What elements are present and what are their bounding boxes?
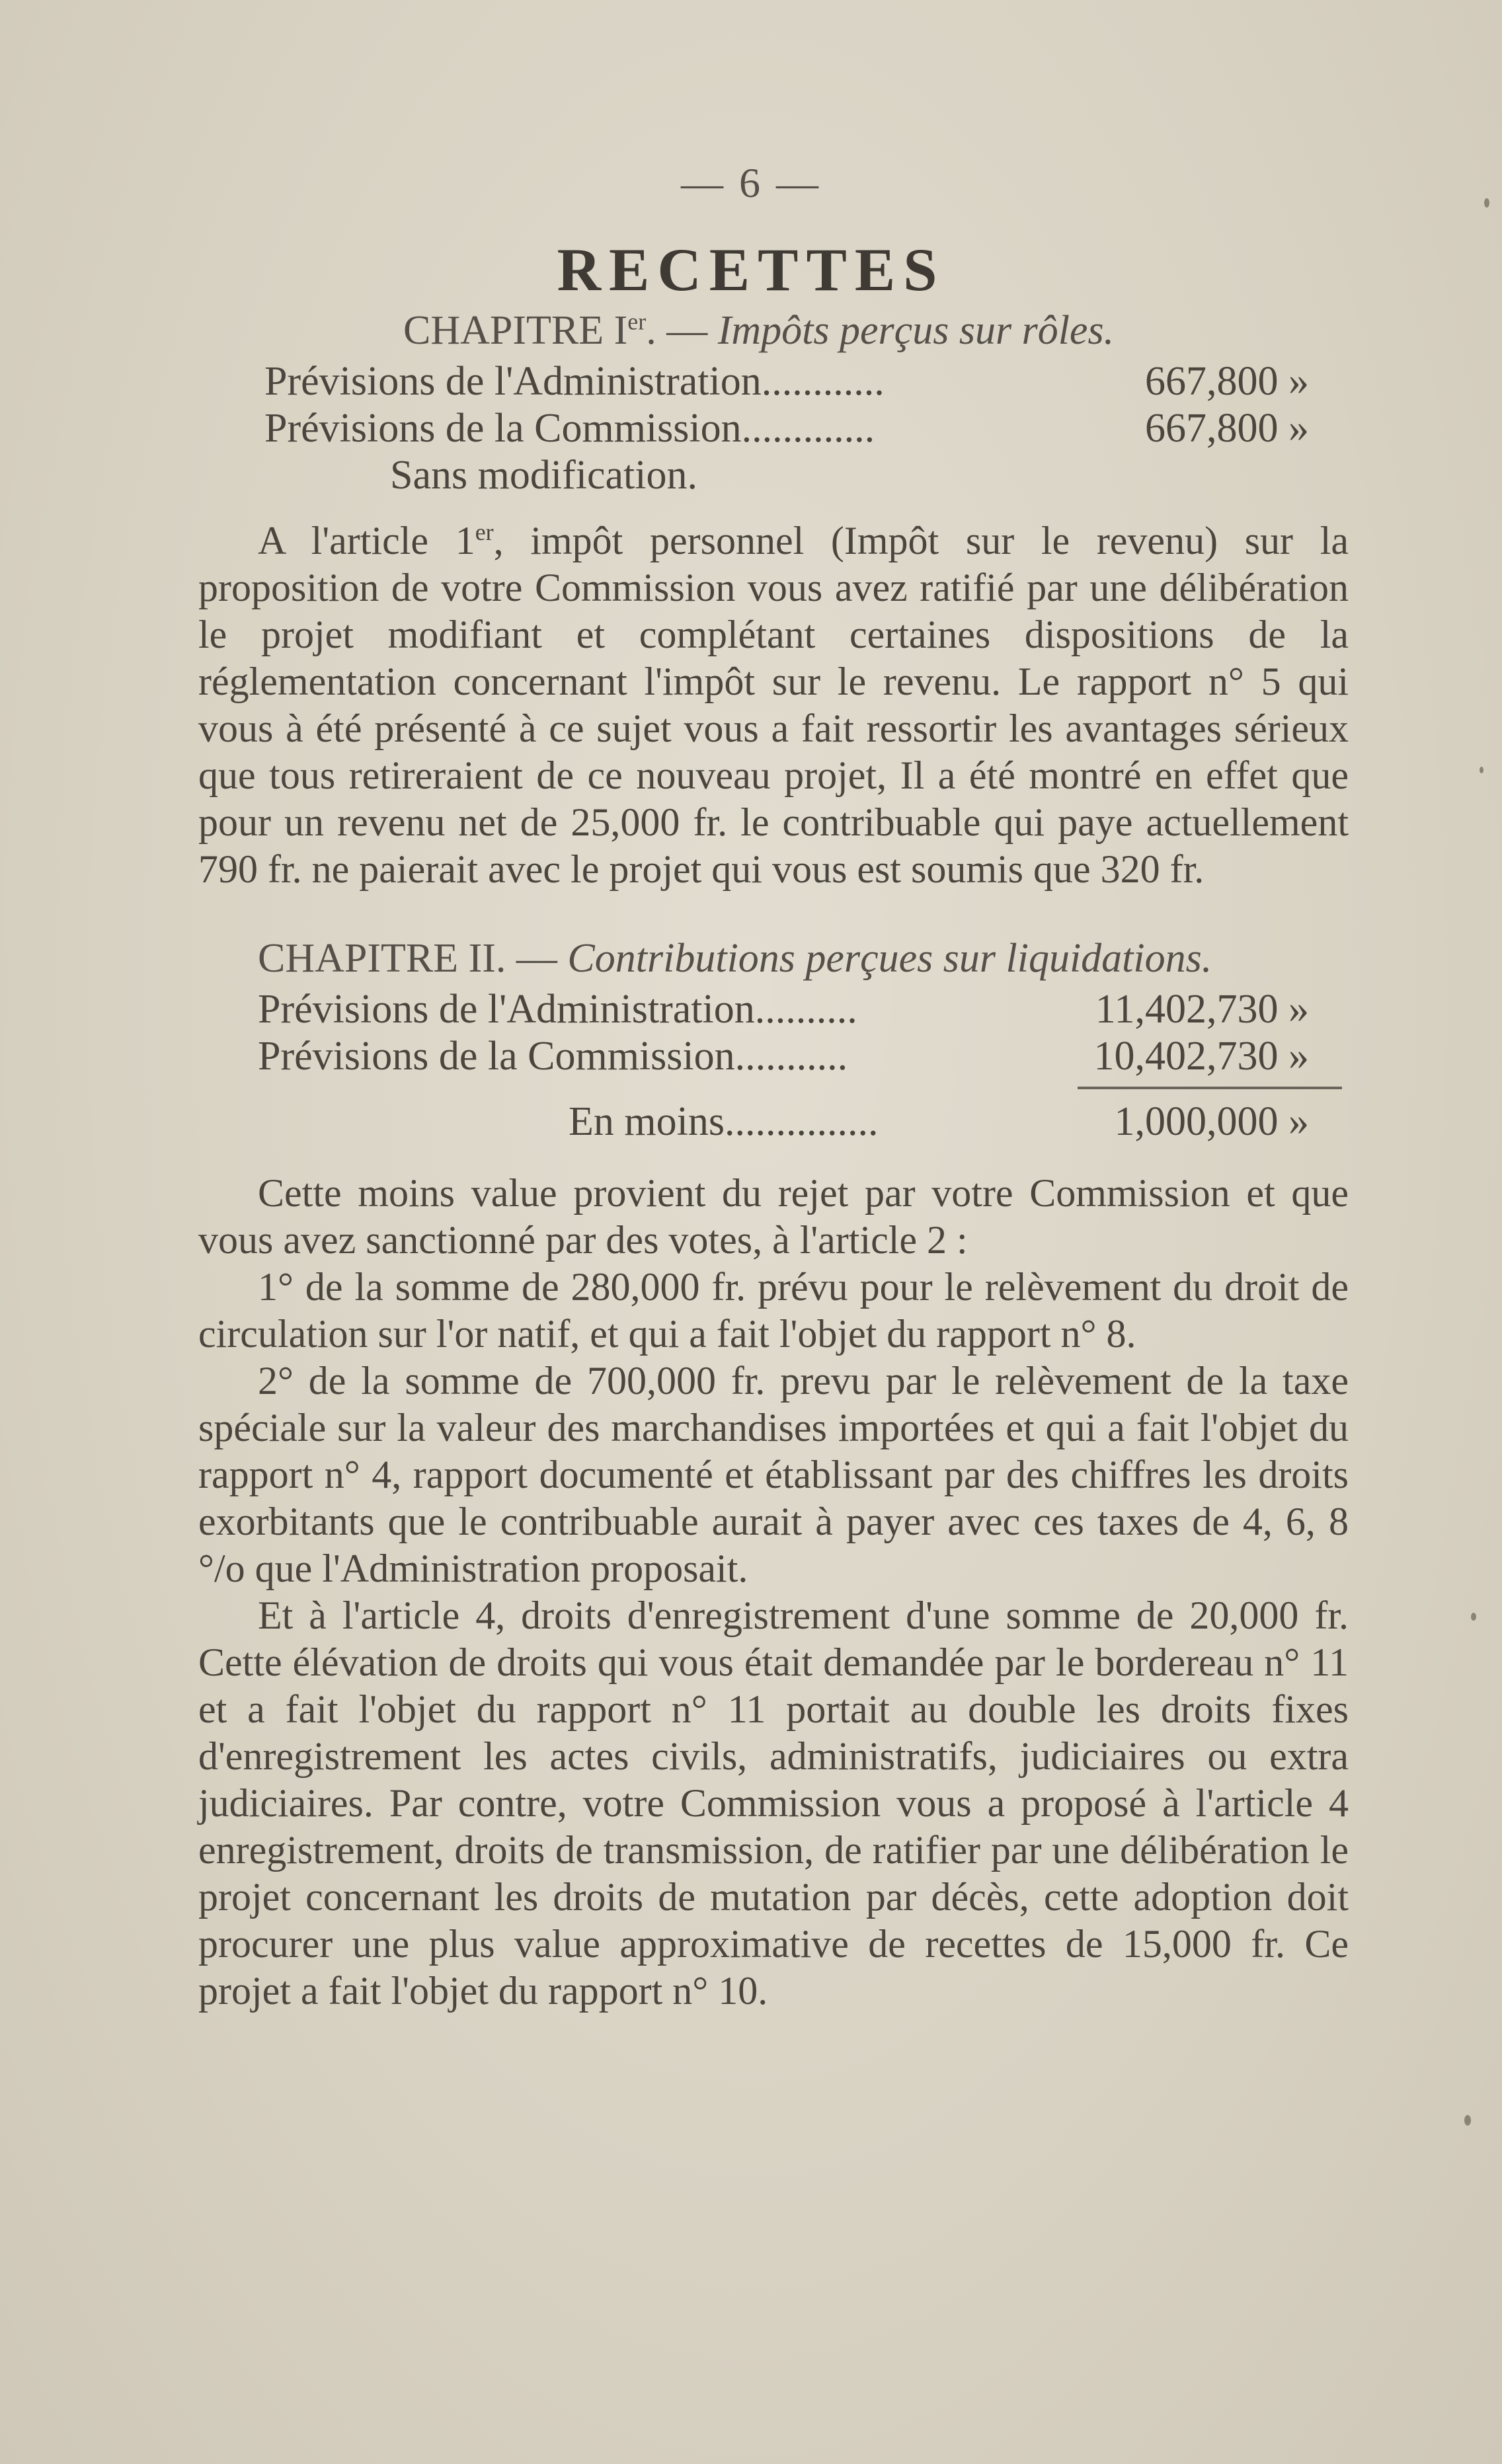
chapter-1-row-administration (198, 358, 1349, 405)
chapter-1-label: CHAPITRE I (403, 308, 628, 353)
paragraph-4: 2° de la somme de 700,000 fr. prevu par le relèvement de la taxe spéciale sur la valeur des marchandises importées et qui a fait l'objet du rapport n° 4, rapport documenté et établissant par des chiffres les droits exorbitants que le contribuable aurait à payer avec ces taxes de 4, 6, 8 °/o que l'Administration proposait. (198, 1359, 1349, 1590)
paper-speck (1464, 2115, 1471, 2126)
row-label: Prévisions de la Commission........... (258, 1034, 848, 1079)
row-label: Prévisions de la Commission............. (264, 406, 875, 451)
chapter-2-label: CHAPITRE II. (258, 936, 506, 981)
chapter-1-block (198, 307, 1349, 499)
row-value: 11,402,730 » (1095, 987, 1309, 1032)
page-number: — 6 — (681, 159, 821, 206)
row-value: 10,402,730 » (1093, 1034, 1309, 1079)
chapter-2-total (198, 1098, 1349, 1145)
chapter-1-label-sup: er (627, 308, 647, 335)
sum-rule (1078, 1087, 1342, 1089)
paragraphs-body (198, 1170, 1349, 2015)
paper-speck (1471, 1613, 1476, 1621)
para-1-start: A l'article 1 (258, 519, 475, 562)
paper-speck (1480, 767, 1483, 773)
paragraph-1-text (198, 509, 1349, 893)
chapter-1-row-commission (198, 405, 1349, 452)
note-text: Sans modification. (390, 453, 697, 498)
chapter-1-note (198, 452, 1349, 499)
section-title: RECETTES (557, 236, 945, 303)
paper-speck (1484, 198, 1489, 208)
row-label: Prévisions de l'Administration............ (264, 359, 885, 404)
para-1-sup: er (475, 519, 494, 545)
chapter-1-heading (198, 307, 1349, 354)
paragraph-2: Cette moins value provient du rejet par votre Commission et que vous avez sanctionné par des votes, à l'article 2 : (198, 1171, 1349, 1262)
row-label: Prévisions de l'Administration.......... (258, 987, 857, 1032)
chapter-2-heading (198, 935, 1349, 982)
chapter-1-subtitle: Impôts perçus sur rôles. (717, 308, 1115, 353)
chapter-1-separator: . — (646, 308, 718, 353)
paragraph-5: Et à l'article 4, droits d'enregistrement d'une somme de 20,000 fr. Cette élévation de droits qui vous était demandée par le bordereau n° 11 et a fait l'objet du rapport n° 11 portait au double les droits fixes d'enregistrement les actes civils, administratifs, judiciaires ou extra judiciaires. Par contre, votre Commission vous a proposé à l'article 4 enregistrement, droits de transmission, de ratifier par une délibération le projet concernant les droits de mutation par décès, cette adoption doit procurer une plus value approximative de recettes de 15,000 fr. Ce projet a fait l'objet du rapport n° 10. (198, 1594, 1349, 2013)
total-value: 1,000,000 » (1114, 1099, 1309, 1144)
paragraph-3: 1° de la somme de 280,000 fr. prévu pour le relèvement du droit de circulation sur l'or natif, et qui a fait l'objet du rapport n° 8. (198, 1265, 1349, 1356)
total-label: En moins............... (569, 1099, 879, 1144)
para-1-rest: , impôt personnel (Impôt sur le revenu) sur la proposition de votre Commission vous avez ratifié par une délibération le projet modifiant et complétant certaines dispositions de la réglementation concernant l'impôt sur le revenu. Le rapport n° 5 qui vous à été présenté à ce sujet vous a fait ressortir les avantages sérieux que tous retireraient de ce nouveau projet, Il a été montré en effet que pour un revenu net de 25,000 fr. le contribuable qui paye actuellement 790 fr. ne paierait avec le projet qui vous est soumis que 320 fr. (198, 519, 1349, 891)
row-value: 667,800 » (1145, 406, 1309, 451)
row-value: 667,800 » (1145, 359, 1309, 404)
chapter-2-block (198, 935, 1349, 1145)
chapter-2-subtitle: Contributions perçues sur liquidations. (567, 936, 1212, 981)
chapter-2-row-administration (198, 986, 1349, 1033)
chapter-2-separator: — (506, 936, 568, 981)
chapter-2-row-commission (198, 1033, 1349, 1080)
paragraph-1 (198, 509, 1349, 893)
